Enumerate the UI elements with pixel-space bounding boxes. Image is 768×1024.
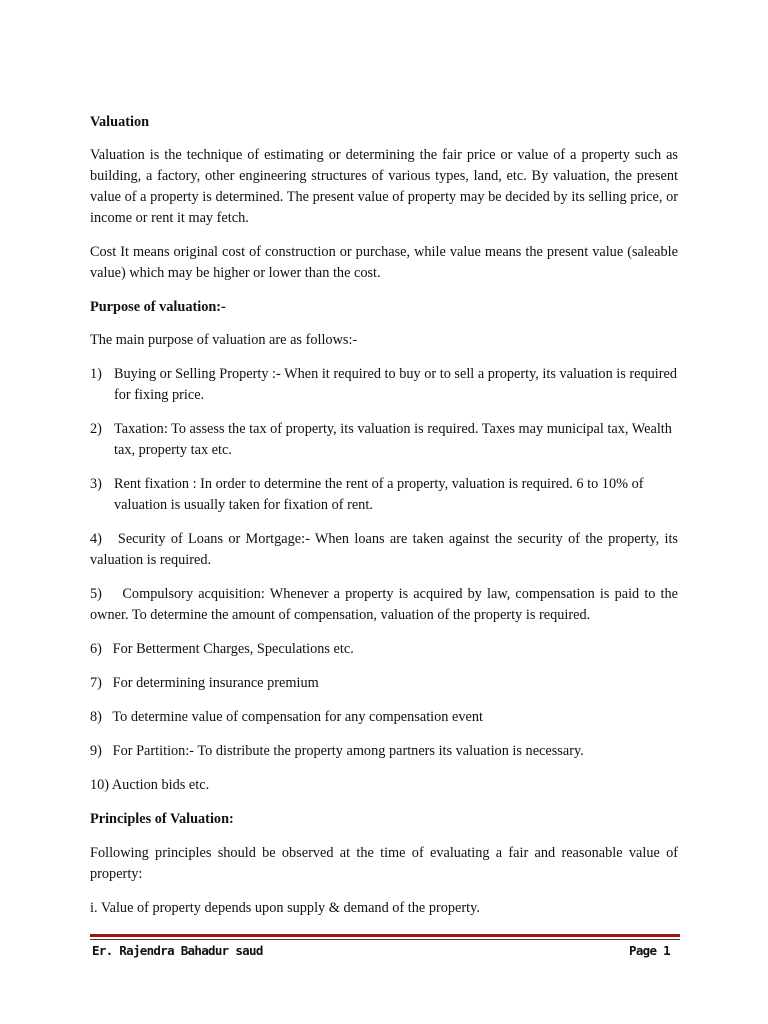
purpose-item-3 <box>90 474 678 516</box>
section-heading-valuation: Valuation <box>90 114 150 130</box>
list-number: 8) <box>90 709 102 725</box>
footer-divider-thin <box>90 939 680 940</box>
purpose-item-7 <box>90 673 678 694</box>
principle-item-i: i. Value of property depends upon supply & demand of the property. <box>90 900 480 916</box>
footer-author: Er. Rajendra Bahadur saud <box>92 943 263 958</box>
list-text: For determining insurance premium <box>112 675 319 691</box>
list-number: 2) <box>90 421 102 437</box>
list-text: Rent fixation : In order to determine the rent of a property, valuation is required. 6 to 10% of valuation is usually taken for fixation of rent. <box>114 476 644 513</box>
purpose-item-9 <box>90 741 678 762</box>
purpose-item-5 <box>90 584 678 626</box>
list-number: 9) <box>90 743 102 759</box>
purpose-item-1 <box>90 364 678 406</box>
list-text: For Betterment Charges, Speculations etc. <box>112 641 354 657</box>
list-text: Security of Loans or Mortgage:- When loans are taken against the security of the property, its valuation is required. <box>90 531 678 568</box>
list-number: 6) <box>90 641 102 657</box>
list-text: Buying or Selling Property :- When it required to buy or to sell a property, its valuation is required for fixing price. <box>114 366 678 403</box>
purpose-intro: The main purpose of valuation are as follows:- <box>90 332 358 348</box>
list-number: 3) <box>90 476 102 492</box>
purpose-item-6 <box>90 639 678 660</box>
list-number: 10) <box>90 777 110 793</box>
list-number: 1) <box>90 366 102 382</box>
section-heading-purpose: Purpose of valuation:- <box>90 299 226 315</box>
page-content <box>90 112 678 919</box>
list-number: 7) <box>90 675 102 691</box>
cost-definition-paragraph: Cost It means original cost of construction or purchase, while value means the present value (saleable value) which may be higher or lower than the cost. <box>90 244 678 281</box>
valuation-definition-paragraph: Valuation is the technique of estimating or determining the fair price or value of a property such as building, a factory, other engineering structures of various types, land, etc. By valuation, the present value of a property is determined. The present value of property may be decided by its selling price, or income or rent it may fetch. <box>90 147 678 226</box>
purpose-item-4 <box>90 529 678 571</box>
purpose-item-10 <box>90 775 678 796</box>
list-number: 5) <box>90 586 102 602</box>
purpose-item-2 <box>90 419 678 461</box>
list-text: For Partition:- To distribute the property among partners its valuation is necessary. <box>112 743 584 759</box>
section-heading-principles: Principles of Valuation: <box>90 811 234 827</box>
footer-divider <box>90 934 680 937</box>
footer-page-number: Page 1 <box>629 943 670 958</box>
principles-intro: Following principles should be observed at the time of evaluating a fair and reasonable value of property: <box>90 845 678 882</box>
list-number: 4) <box>90 531 102 547</box>
list-text: To determine value of compensation for any compensation event <box>112 709 483 725</box>
list-text: Taxation: To assess the tax of property, its valuation is required. Taxes may municipal tax, Wealth tax, property tax etc. <box>114 421 672 458</box>
list-text: Compulsory acquisition: Whenever a property is acquired by law, compensation is paid to the owner. To determine the amount of compensation, valuation of the property is required. <box>90 586 679 623</box>
purpose-item-8 <box>90 707 678 728</box>
list-text: Auction bids etc. <box>111 777 210 793</box>
